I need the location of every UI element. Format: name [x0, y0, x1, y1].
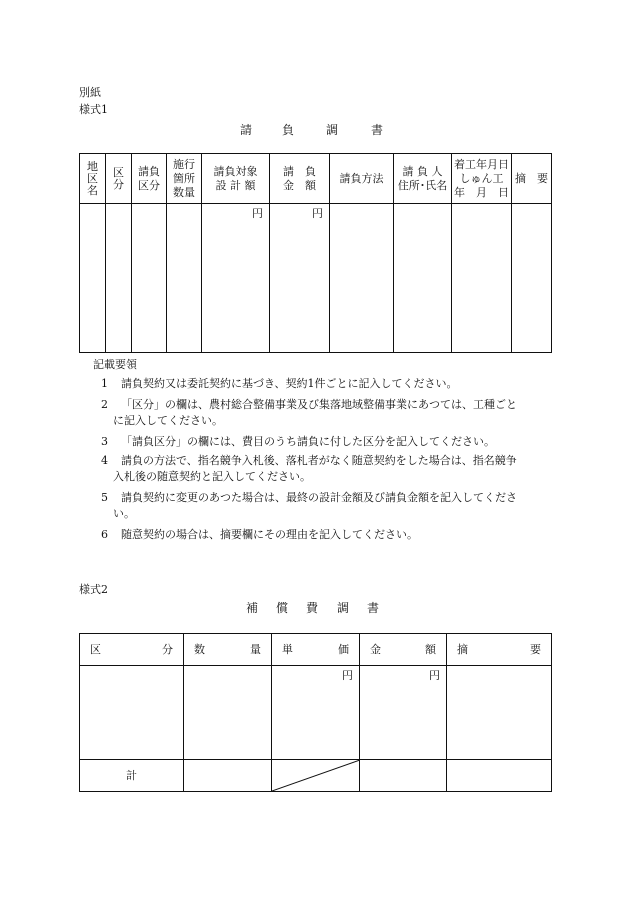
note-text: 入札後の随意契約と記入してください。 — [113, 470, 311, 483]
header-remarks: 摘 要 — [447, 634, 552, 666]
header-remarks: 摘 要 — [512, 154, 552, 204]
cell-district-name — [80, 204, 106, 353]
note-number: 3 — [101, 435, 108, 448]
form1-label: 様式1 — [79, 103, 108, 116]
cell-design-amount — [202, 204, 270, 353]
note-text: 請負の方法で、指名競争入札後、落札者がなく随意契約をした場合は、指名競争 — [121, 454, 517, 467]
yen-unit: 円 — [252, 207, 263, 220]
cell-site-quantity — [167, 204, 202, 353]
form2-label: 様式2 — [79, 583, 108, 596]
note-number: 5 — [101, 491, 108, 504]
cell-remarks — [512, 204, 552, 353]
total-label: 計 — [80, 760, 184, 792]
header-category: 区 分 — [80, 634, 184, 666]
header-design-amount: 請負対象 設 計 額 — [202, 154, 270, 204]
header-contractor: 請 負 人 住所･氏名 — [394, 154, 452, 204]
cell-contract-amount — [270, 204, 330, 353]
cell-remarks — [447, 666, 552, 760]
cell-amount — [360, 666, 447, 760]
header-dates: 着工年月日 しゅん工 年 月 日 — [452, 154, 512, 204]
cell-contract-method — [330, 204, 394, 353]
header-quantity: 数 量 — [184, 634, 272, 666]
note-text: 請負契約又は委託契約に基づき、契約1件ごとに記入してください。 — [121, 377, 458, 390]
notes-heading: 記載要領 — [93, 358, 137, 371]
cell-category — [80, 666, 184, 760]
header-category: 区 分 — [106, 154, 132, 204]
note-text: 「請負区分」の欄には、費目のうち請負に付した区分を記入してください。 — [121, 435, 495, 448]
cell-unit-price — [272, 666, 360, 760]
header-contract-method: 請負方法 — [330, 154, 394, 204]
note-text: 請負契約に変更のあつた場合は、最終の設計金額及び請負金額を記入してくださ — [121, 491, 517, 504]
total-amount — [360, 760, 447, 792]
total-remarks — [447, 760, 552, 792]
note-text: 「区分」の欄は、農村総合整備事業及び集落地域整備事業にあつては、工種ごと — [121, 398, 517, 411]
header-contract-category: 請負 区分 — [132, 154, 167, 204]
yen-unit: 円 — [312, 207, 323, 220]
note-number: 2 — [101, 398, 108, 411]
note-text: に記入してください。 — [113, 414, 223, 427]
header-amount: 金 額 — [360, 634, 447, 666]
total-quantity — [184, 760, 272, 792]
note-text: い。 — [113, 507, 135, 520]
compensation-survey-table — [79, 633, 552, 792]
note-text: 随意契約の場合は、摘要欄にその理由を記入してください。 — [121, 528, 418, 541]
note-number: 1 — [101, 377, 108, 390]
diagonal-strike — [272, 760, 360, 791]
header-district-name: 地 区 名 — [80, 154, 106, 204]
cell-category — [106, 204, 132, 353]
cell-quantity — [184, 666, 272, 760]
yen-unit: 円 — [429, 669, 440, 682]
cell-contract-category — [132, 204, 167, 353]
header-site-quantity: 施行 箇所 数量 — [167, 154, 202, 204]
yen-unit: 円 — [342, 669, 353, 682]
note-number: 4 — [101, 454, 108, 467]
attachment-label: 別紙 — [79, 86, 101, 99]
contract-survey-table — [79, 153, 552, 353]
header-unit-price: 単 価 — [272, 634, 360, 666]
header-contract-amount: 請 負 金 額 — [270, 154, 330, 204]
cell-dates — [452, 204, 512, 353]
cell-contractor — [394, 204, 452, 353]
note-number: 6 — [101, 528, 108, 541]
total-unit-price-struck — [272, 760, 360, 792]
